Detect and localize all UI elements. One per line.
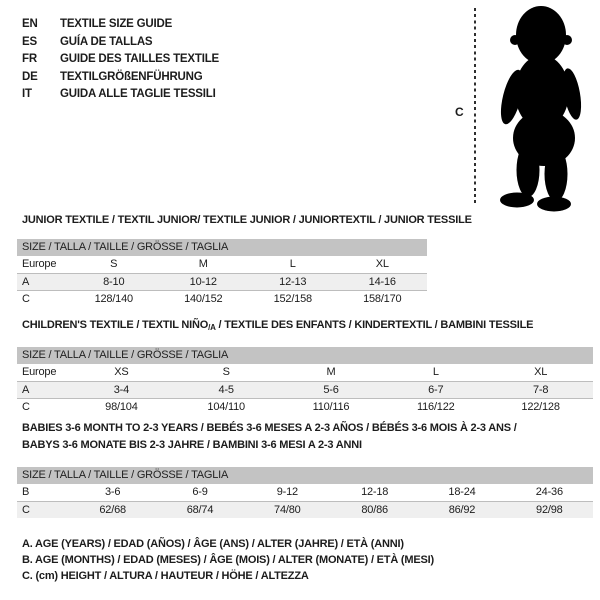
title-line: BABYS 3-6 MONATE BIS 2-3 JAHRE / BAMBINI 3-6 MESI A 2-3 ANNI [22, 438, 362, 451]
height-measure-dashed-line [474, 8, 476, 206]
language-title: GUÍA DE TALLAS [60, 35, 153, 48]
cell: S [222, 366, 230, 379]
cell: M [198, 258, 208, 271]
cell: M [326, 366, 336, 379]
cell: 24-36 [535, 486, 563, 499]
note-height-cm: C. (cm) HEIGHT / ALTURA / HAUTEUR / HÖHE / ALTEZZA [22, 569, 309, 582]
cell: 4-5 [218, 383, 234, 396]
size-header-bar: SIZE / TALLA / TAILLE / GRÖSSE / TAGLIA [17, 239, 427, 256]
cell: 158/170 [363, 292, 402, 305]
note-age-months: B. AGE (MONTHS) / EDAD (MESES) / ÂGE (MOIS) / ALTER (MONATE) / ETÀ (MESI) [22, 553, 434, 566]
height-measure-label: C [455, 105, 464, 119]
table-row [17, 501, 593, 518]
title-line: CHILDREN'S TEXTILE / TEXTIL NIÑO [22, 319, 209, 331]
cell: XL [534, 366, 548, 379]
cell: 74/80 [274, 503, 301, 516]
baby-silhouette-icon [487, 2, 599, 212]
language-row-fr [22, 51, 219, 69]
cell: 122/128 [521, 400, 560, 413]
junior-size-table [17, 239, 427, 307]
size-header-bar: SIZE / TALLA / TAILLE / GRÖSSE / TAGLIA [17, 347, 593, 364]
table-row [17, 398, 593, 415]
legend-notes [22, 537, 434, 584]
size-header-bar: SIZE / TALLA / TAILLE / GRÖSSE / TAGLIA [17, 467, 593, 484]
cell: 18-24 [448, 486, 476, 499]
row-label: B [22, 486, 30, 499]
cell: 9-12 [276, 486, 298, 499]
cell: 12-18 [361, 486, 389, 499]
row-label: C [22, 503, 30, 516]
cell: 7-8 [532, 383, 549, 396]
row-label: Europe [22, 258, 57, 271]
row-label: A [22, 275, 30, 288]
cell: 10-12 [189, 275, 217, 288]
cell: 68/74 [186, 503, 214, 516]
language-list [22, 16, 219, 104]
cell: 92/98 [536, 503, 563, 516]
cell: XL [375, 258, 389, 271]
cell: 3-4 [113, 383, 130, 396]
language-row-de [22, 69, 219, 87]
title-line: BABIES 3-6 MONTH TO 2-3 YEARS / BEBÉS 3-6 MESES A 2-3 AÑOS / BÉBÉS 3-6 MOIS À 2-3 ANS / [22, 422, 517, 434]
cell: 104/110 [207, 400, 245, 413]
language-title: TEXTILGRÖßENFÜHRUNG [60, 70, 203, 83]
row-label: C [22, 292, 30, 305]
language-code: ES [22, 35, 37, 48]
language-code: EN [22, 18, 38, 30]
language-title: GUIDE DES TAILLES TEXTILE [60, 53, 219, 66]
cell: 12-13 [279, 275, 307, 288]
cell: 140/152 [184, 292, 223, 305]
table-row [17, 290, 427, 307]
table-row [17, 381, 593, 398]
cell: L [432, 366, 439, 379]
table-row [17, 273, 427, 290]
table-row [17, 364, 593, 381]
cell: XS [114, 366, 129, 379]
cell: 8-10 [103, 275, 125, 288]
language-title: TEXTILE SIZE GUIDE [60, 18, 173, 30]
cell: 152/158 [273, 292, 312, 305]
cell: 5-6 [323, 383, 339, 396]
babies-table-title [22, 420, 517, 453]
cell: 3-6 [105, 486, 121, 499]
note-age-years: A. AGE (YEARS) / EDAD (AÑOS) / ÂGE (ANS) / ALTER (JAHRE) / ETÀ (ANNI) [22, 538, 404, 550]
cell: 6-7 [428, 383, 444, 396]
language-code: DE [22, 70, 38, 83]
language-code: IT [22, 88, 32, 101]
babies-size-table [17, 467, 593, 518]
cell: 14-16 [368, 275, 396, 288]
cell: 80/86 [361, 503, 388, 516]
table-row [17, 484, 593, 501]
row-label: C [22, 400, 30, 413]
cell: 62/68 [99, 503, 126, 516]
title-subscript: /A [208, 323, 216, 332]
cell: L [289, 258, 296, 271]
language-row-it [22, 86, 219, 104]
language-row-es [22, 34, 219, 52]
row-label: Europe [22, 366, 57, 379]
language-title: GUIDA ALLE TAGLIE TESSILI [60, 88, 216, 101]
cell: 86/92 [448, 503, 476, 516]
children-table-title [22, 317, 533, 337]
children-size-table [17, 347, 593, 415]
cell: 98/104 [105, 400, 138, 413]
cell: 6-9 [192, 486, 208, 499]
cell: S [110, 258, 118, 271]
language-row-en [22, 16, 219, 34]
junior-table-title [22, 212, 472, 229]
row-label: A [22, 383, 30, 396]
title-line: JUNIOR TEXTILE / TEXTIL JUNIOR/ TEXTILE JUNIOR / JUNIORTEXTIL / JUNIOR TESSILE [22, 214, 472, 226]
title-line: / TEXTILE DES ENFANTS / KINDERTEXTIL / BAMBINI TESSILE [215, 319, 534, 331]
language-code: FR [22, 53, 37, 66]
cell: 116/122 [417, 400, 455, 413]
cell: 110/116 [312, 400, 350, 413]
cell: 128/140 [94, 292, 133, 305]
table-row [17, 256, 427, 273]
